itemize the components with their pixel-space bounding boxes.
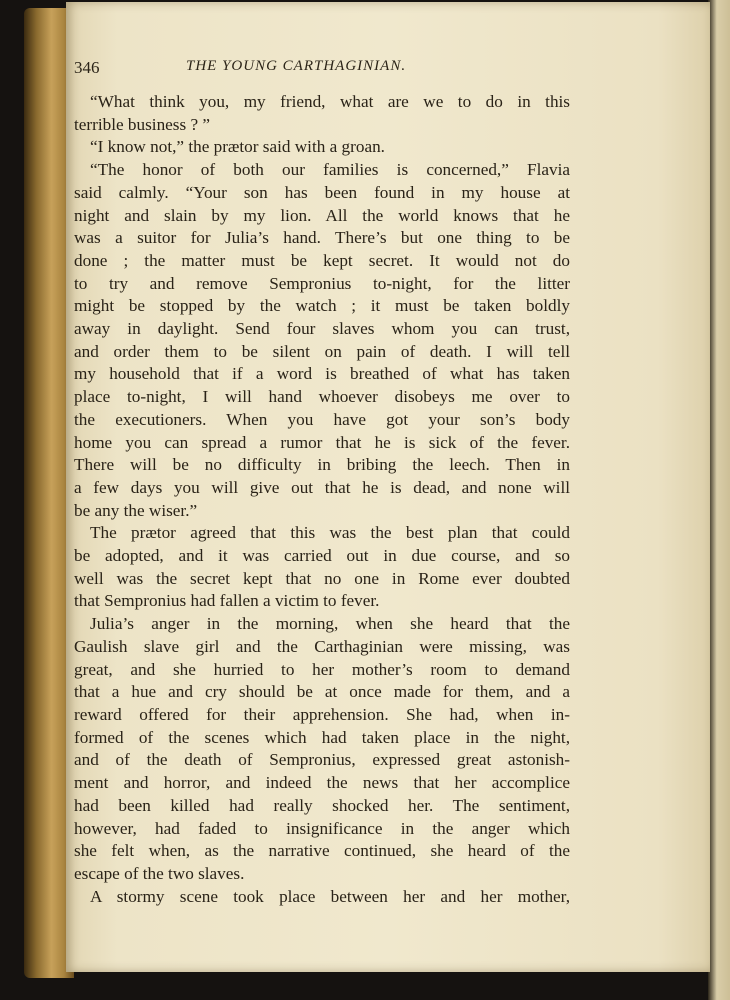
text-line: escape of the two slaves. [74, 863, 245, 883]
text-line: great, and she hurried to her mother’s room to demand [74, 659, 570, 679]
running-title: THE YOUNG CARTHAGINIAN. [186, 58, 407, 74]
text-line: she felt when, as the narrative continued, she heard of the [74, 841, 570, 861]
text-line: “I know not,” the prætor said with a groan. [90, 137, 385, 157]
text-line: and order them to be silent on pain of death. I will tell [74, 341, 570, 361]
text-line: The prætor agreed that this was the best plan that could [90, 523, 570, 543]
body-text [74, 91, 570, 908]
text-line: away in daylight. Send four slaves whom you can trust, [74, 319, 570, 339]
text-line: that Sempronius had fallen a victim to fever. [74, 591, 380, 611]
text-line: night and slain by my lion. All the world knows that he [74, 205, 570, 225]
text-line: my household that if a word is breathed of what has taken [74, 364, 570, 384]
text-line: Gaulish slave girl and the Carthaginian were missing, was [74, 636, 570, 656]
text-line: terrible business ? ” [74, 114, 211, 134]
text-line: however, had faded to insignificance in the anger which [74, 818, 570, 838]
text-line: the executioners. When you have got your son’s body [74, 409, 570, 429]
text-line: A stormy scene took place between her and her mother, [90, 886, 570, 906]
text-line: reward offered for their apprehension. She had, when in- [74, 704, 570, 724]
text-line: be adopted, and it was carried out in due course, and so [74, 546, 570, 566]
text-line: ment and horror, and indeed the news that her accomplice [74, 773, 570, 793]
text-line: a few days you will give out that he is dead, and none will [74, 477, 570, 497]
text-line: had been killed had really shocked her. The sentiment, [74, 795, 570, 815]
text-line: might be stopped by the watch ; it must be taken boldly [74, 296, 570, 316]
page-number: 346 [74, 58, 100, 77]
text-line: Julia’s anger in the morning, when she heard that the [90, 614, 570, 634]
text-line: home you can spread a rumor that he is sick of the fever. [74, 432, 570, 452]
text-line: well was the secret kept that no one in Rome ever doubted [74, 568, 570, 588]
page-header [74, 58, 494, 82]
text-line: to try and remove Sempronius to-night, for the litter [74, 273, 570, 293]
text-line: “What think you, my friend, what are we to do in this [90, 92, 570, 111]
text-line: formed of the scenes which had taken place in the night, [74, 727, 570, 747]
facing-page-edge [708, 0, 730, 1000]
text-line: There will be no difficulty in bribing the leech. Then in [74, 455, 570, 475]
text-line: was a suitor for Julia’s hand. There’s but one thing to be [74, 228, 570, 248]
text-line: that a hue and cry should be at once made for them, and a [74, 682, 570, 702]
text-line: and of the death of Sempronius, expressed great astonish- [74, 750, 570, 770]
text-line: be any the wiser.” [74, 500, 198, 520]
text-line: place to-night, I will hand whoever disobeys me over to [74, 387, 570, 407]
text-line: done ; the matter must be kept secret. It would not do [74, 250, 570, 270]
text-line: “The honor of both our families is concerned,” Flavia [90, 160, 570, 180]
text-line: said calmly. “Your son has been found in my house at [74, 182, 570, 202]
